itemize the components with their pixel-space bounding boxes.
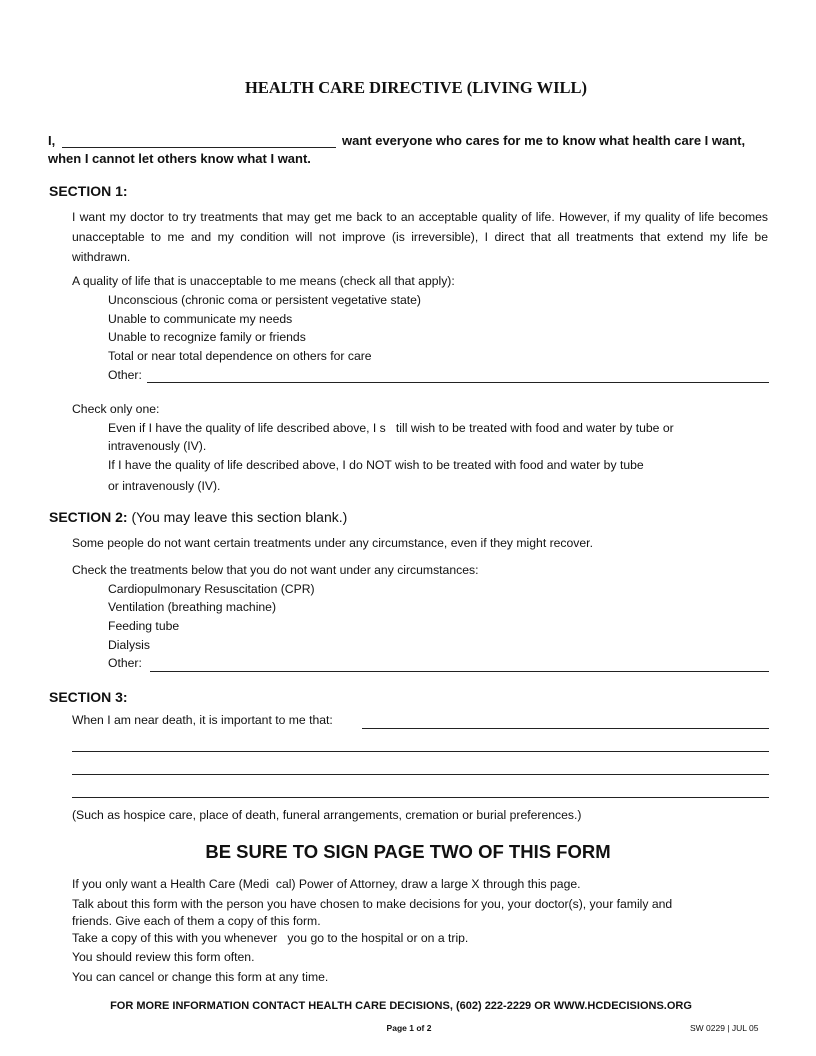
section2-heading: SECTION 2: [49,509,128,525]
choice-wish-tube-feeding-line2: intravenously (IV). [108,439,207,453]
option-feeding-tube[interactable]: Feeding tube [108,619,180,633]
section1-other-field[interactable] [147,382,769,383]
section2-text2: Check the treatments below that you do not want under any circumstances: [72,563,479,577]
section1-paragraph: I want my doctor to try treatments that may get me back to an acceptable quality of life. However, if my quality of life becomes unacceptable to me and my condition will not improve (is irreversible), I direct that all treatments that extend my life be withdrawn. [72,210,768,264]
option-dialysis[interactable]: Dialysis [108,638,150,652]
option-cpr[interactable]: Cardiopulmonary Resuscitation (CPR) [108,582,315,596]
section2-heading-group [49,509,347,525]
section2-note: (You may leave this section blank.) [131,509,348,525]
footer-contact: FOR MORE INFORMATION CONTACT HEALTH CARE DECISIONS, (602) 222-2229 OR WWW.HCDECISIONS.ORG [110,1000,692,1012]
section3-field-line3[interactable] [72,774,769,775]
option-ventilation[interactable]: Ventilation (breathing machine) [108,600,277,614]
check-one-label: Check only one: [72,402,160,416]
choice-wish-tube-feeding[interactable]: Even if I have the quality of life described above, I s till wish to be treated with food and water by tube or [108,421,674,435]
section1-heading: SECTION 1: [49,183,128,199]
document-title: HEALTH CARE DIRECTIVE (LIVING WILL) [245,78,587,97]
intro-suffix: want everyone who cares for me to know what health care I want, [342,133,746,148]
intro-line2: when I cannot let others know what I want. [48,151,311,166]
note-review: You should review this form often. [72,950,255,964]
note-cancel: You can cancel or change this form at any time. [72,970,329,984]
choice-no-tube-feeding-line2: or intravenously (IV). [108,479,221,493]
name-field[interactable] [62,147,336,148]
section3-field-line4[interactable] [72,797,769,798]
sign-reminder: BE SURE TO SIGN PAGE TWO OF THIS FORM [205,841,611,862]
section3-field-line2[interactable] [72,751,769,752]
option-unable-communicate[interactable]: Unable to communicate my needs [108,312,293,326]
option-unable-recognize[interactable]: Unable to recognize family or friends [108,330,306,344]
section1-other-label: Other: [108,368,142,382]
intro-prefix: I, [48,133,56,148]
section3-examples: (Such as hospice care, place of death, funeral arrangements, cremation or burial preferences.) [72,808,582,822]
choice-no-tube-feeding[interactable]: If I have the quality of life described above, I do NOT wish to be treated with food and water by tube [108,458,644,472]
section3-prompt: When I am near death, it is important to me that: [72,713,333,727]
section2-text1: Some people do not want certain treatments under any circumstance, even if they might recover. [72,536,593,550]
section3-heading: SECTION 3: [49,689,128,705]
note-talk-line2: friends. Give each of them a copy of this form. [72,914,321,928]
section2-other-label: Other: [108,656,142,670]
note-power-of-attorney: If you only want a Health Care (Medi cal) Power of Attorney, draw a large X through this page. [72,877,581,891]
note-take-copy: Take a copy of this with you whenever you go to the hospital or on a trip. [72,931,469,945]
section1-list-intro: A quality of life that is unacceptable to me means (check all that apply): [72,274,455,288]
note-talk-line1: Talk about this form with the person you have chosen to make decisions for you, your doctor(s), your family and [72,897,673,911]
page-number: Page 1 of 2 [386,1023,432,1033]
option-dependence[interactable]: Total or near total dependence on others for care [108,349,372,363]
form-code: SW 0229 | JUL 05 [690,1023,759,1033]
section3-field-line1[interactable] [362,728,769,729]
section2-other-field[interactable] [150,671,769,672]
option-unconscious[interactable]: Unconscious (chronic coma or persistent vegetative state) [108,293,421,307]
